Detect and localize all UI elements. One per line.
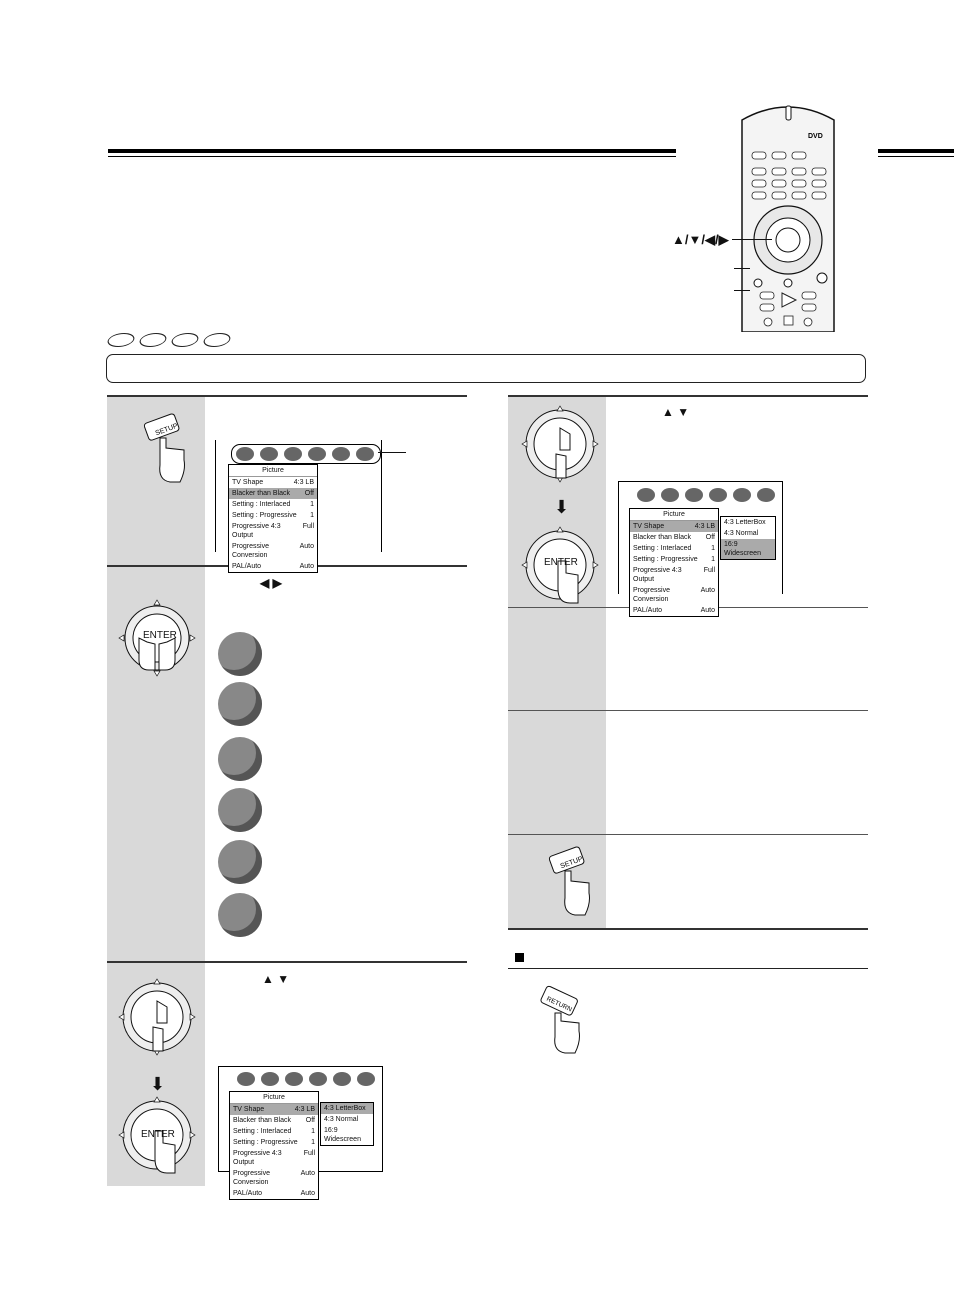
menu-icon-strip xyxy=(637,488,775,502)
disc-icon xyxy=(105,333,138,347)
menu-title: Picture xyxy=(229,465,317,477)
menu-row: Setting : Progressive 1 xyxy=(633,556,715,563)
menu-row: Progressive Conversion Auto xyxy=(232,543,314,559)
down-arrow-icon: ⬇ xyxy=(150,1074,166,1094)
enter-label: ENTER xyxy=(544,557,578,568)
menu-icon-strip xyxy=(237,1072,375,1086)
up-down-arrows-label: ▲ ▼ xyxy=(262,972,290,986)
down-arrow-icon: ⬇ xyxy=(554,497,570,517)
parental-icon xyxy=(733,488,751,502)
tv-shape-menu-screen xyxy=(218,1066,383,1197)
display-icon xyxy=(218,788,262,832)
picture-menu xyxy=(229,1091,319,1200)
remote-arrows-label: ▲/▼/◀/▶ xyxy=(672,232,729,247)
parental-icon xyxy=(333,1072,351,1086)
display-icon xyxy=(309,1072,327,1086)
tv-shape-menu-screen xyxy=(618,481,783,614)
setup-button-hand xyxy=(545,843,595,918)
enter-dial-press xyxy=(520,525,600,605)
parental-icon xyxy=(332,447,350,461)
picture-menu xyxy=(228,464,318,573)
menu-row: Setting : Progressive 1 xyxy=(233,1139,315,1146)
tv-shape-options xyxy=(720,516,776,560)
remote-return-pointer xyxy=(734,290,750,291)
display-icon xyxy=(709,488,727,502)
left-right-arrows-label: ◀ ▶ xyxy=(260,576,282,590)
language-icon xyxy=(284,447,302,461)
enter-dial-up-down xyxy=(117,977,197,1057)
enter-dial-up-down xyxy=(520,404,600,484)
step-divider xyxy=(107,961,467,963)
disc-icon xyxy=(201,333,234,347)
parental-icon xyxy=(218,840,262,884)
step-divider xyxy=(508,395,868,397)
disc-setup-icon xyxy=(218,893,262,937)
setup-button-label: SETUP xyxy=(154,422,179,438)
picture-icon xyxy=(218,632,262,676)
menu-row: Progressive 4:3 Output Full xyxy=(232,523,314,539)
disc-setup-icon xyxy=(357,1072,375,1086)
svg-text:DVD: DVD xyxy=(808,133,823,140)
language-icon xyxy=(685,488,703,502)
tv-shape-options xyxy=(320,1102,374,1146)
option-row: 16:9 Widescreen xyxy=(721,539,775,559)
setup-button-hand xyxy=(140,410,190,485)
menu-row: Progressive 4:3 Output Full xyxy=(633,567,715,583)
step-divider xyxy=(107,395,467,397)
menu-row: Setting : Progressive 1 xyxy=(232,512,314,519)
menu-row: TV Shape 4:3 LB xyxy=(630,521,718,532)
picture-icon xyxy=(237,1072,255,1086)
header-rule-right-thin xyxy=(878,156,954,157)
audio-icon xyxy=(661,488,679,502)
header-rule-right xyxy=(878,149,954,153)
menu-title: Picture xyxy=(630,509,718,521)
menu-row: Setting : Interlaced 1 xyxy=(232,501,314,508)
disc-icon xyxy=(169,333,202,347)
menu-row: PAL/Auto Auto xyxy=(232,563,314,570)
header-rule xyxy=(108,149,676,153)
menu-row: PAL/Auto Auto xyxy=(233,1190,315,1197)
menu-row: TV Shape 4:3 LB xyxy=(232,479,314,486)
audio-icon xyxy=(260,447,278,461)
menu-row: Blacker than Black Off xyxy=(229,488,317,499)
setup-button-label: SETUP xyxy=(559,855,584,871)
disc-setup-icon xyxy=(356,447,374,461)
disc-setup-icon xyxy=(757,488,775,502)
callout-line xyxy=(378,452,406,453)
step-divider xyxy=(508,710,868,711)
option-row: 16:9 Widescreen xyxy=(324,1127,361,1143)
return-button-label: RETURN xyxy=(545,995,573,1014)
section-rule xyxy=(508,968,868,969)
option-row: 4:3 LetterBox xyxy=(321,1103,373,1114)
menu-row: Blacker than Black Off xyxy=(633,534,715,541)
menu-row: TV Shape 4:3 LB xyxy=(230,1104,318,1115)
language-icon xyxy=(285,1072,303,1086)
menu-icon-strip xyxy=(231,444,381,464)
audio-icon xyxy=(218,682,262,726)
option-row: 4:3 LetterBox xyxy=(724,519,766,526)
audio-icon xyxy=(261,1072,279,1086)
picture-icon xyxy=(236,447,254,461)
disc-icon xyxy=(137,333,170,347)
picture-menu xyxy=(629,508,719,617)
picture-icon xyxy=(637,488,655,502)
remote-arrows-pointer xyxy=(732,239,772,240)
left-step-column xyxy=(107,396,205,1186)
menu-row: Progressive Conversion Auto xyxy=(233,1170,315,1186)
step-divider xyxy=(508,834,868,835)
step-divider xyxy=(508,928,868,930)
menu-row: Setting : Interlaced 1 xyxy=(633,545,715,552)
menu-row: Progressive 4:3 Output Full xyxy=(233,1150,315,1166)
remote-control-illustration xyxy=(738,100,838,332)
enter-label: ENTER xyxy=(141,1129,175,1140)
enter-dial xyxy=(117,598,197,678)
up-down-arrows-label: ▲ ▼ xyxy=(662,405,690,419)
section-banner xyxy=(106,354,866,383)
remote-setup-pointer xyxy=(734,268,750,269)
return-button-hand xyxy=(535,985,585,1055)
menu-title: Picture xyxy=(230,1092,318,1104)
disc-icons xyxy=(108,333,230,347)
menu-row: Setting : Interlaced 1 xyxy=(233,1128,315,1135)
display-icon xyxy=(308,447,326,461)
enter-dial-press xyxy=(117,1095,197,1175)
header-rule-thin xyxy=(108,156,676,157)
menu-row: Blacker than Black Off xyxy=(233,1117,315,1124)
menu-row: PAL/Auto Auto xyxy=(633,607,715,614)
option-row: 4:3 Normal xyxy=(724,530,759,537)
menu-row: Progressive Conversion Auto xyxy=(633,587,715,603)
section-bullet xyxy=(515,953,524,962)
setup-menu-screen xyxy=(215,440,382,570)
language-icon xyxy=(218,737,262,781)
enter-label: ENTER xyxy=(143,630,177,641)
option-row: 4:3 Normal xyxy=(324,1116,359,1123)
